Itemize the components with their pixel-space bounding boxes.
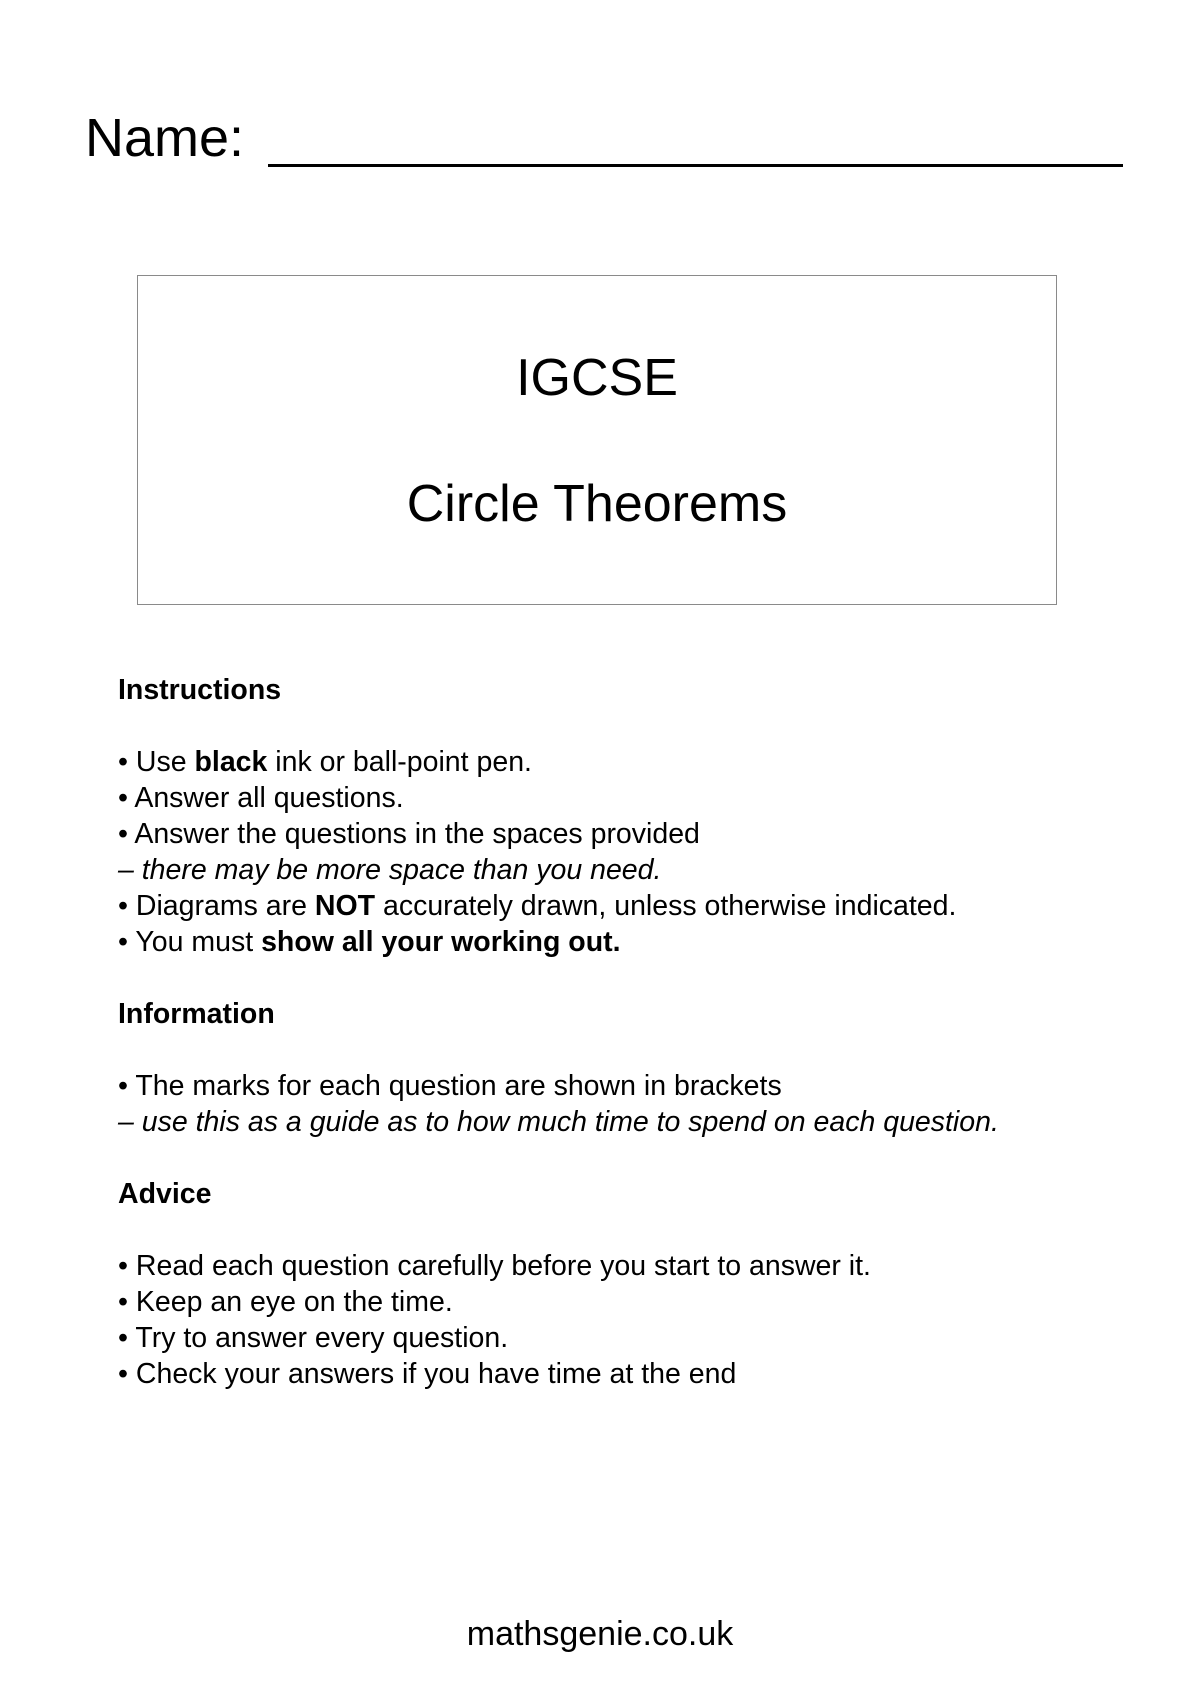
name-label: Name: [85,108,245,168]
exam-level-title: IGCSE [516,349,678,407]
name-field [85,98,1125,178]
footer-website: mathsgenie.co.uk [466,1615,734,1653]
information-item: • The marks for each question are shown in brackets [118,1070,782,1102]
advice-item: • Check your answers if you have time at the end [118,1358,737,1390]
advice-item: • Read each question carefully before you start to answer it. [118,1250,871,1282]
advice-heading: Advice [118,1178,212,1210]
instruction-item: • Use black ink or ball-point pen. [118,746,532,778]
advice-item: • Keep an eye on the time. [118,1286,453,1318]
information-heading: Information [118,998,275,1030]
instruction-note: – there may be more space than you need. [118,854,662,886]
topic-title: Circle Theorems [406,475,788,533]
title-box [137,275,1057,605]
instruction-item: • You must show all your working out. [118,926,621,958]
instruction-item: • Answer all questions. [118,782,404,814]
instruction-item: • Diagrams are NOT accurately drawn, unless otherwise indicated. [118,890,957,922]
exam-instructions [118,672,1138,1392]
name-underline [268,164,1123,167]
advice-item: • Try to answer every question. [118,1322,509,1354]
information-note: – use this as a guide as to how much time to spend on each question. [118,1106,999,1138]
instruction-item: • Answer the questions in the spaces provided [118,818,700,850]
instructions-heading: Instructions [118,674,282,706]
